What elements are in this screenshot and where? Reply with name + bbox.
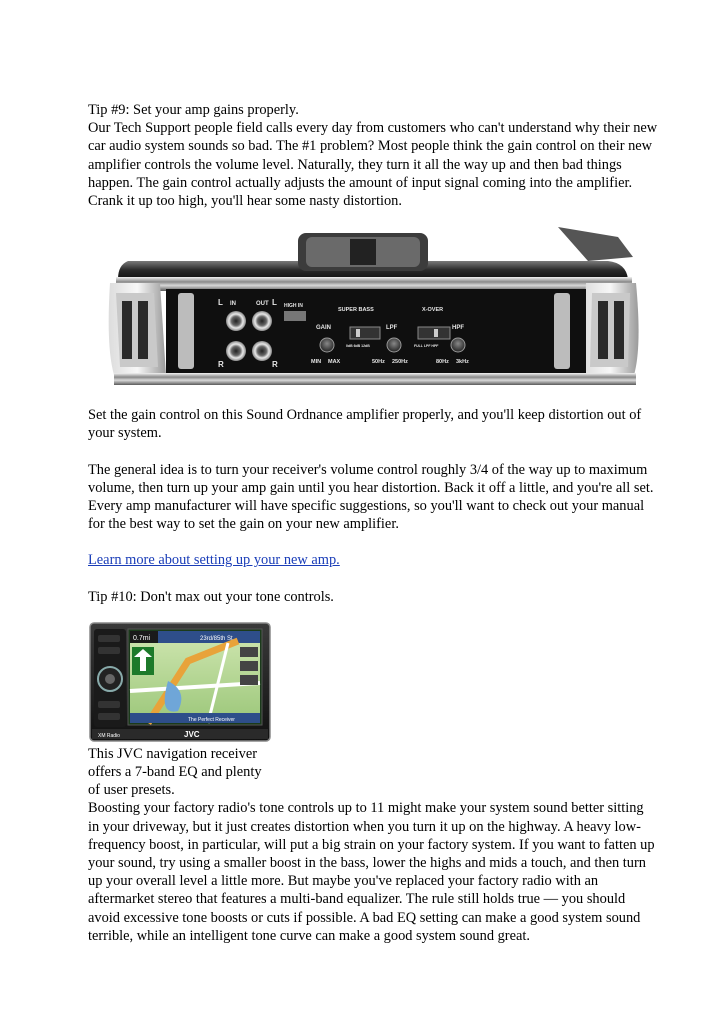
jvc-bottom-text: The Perfect Receiver xyxy=(188,716,235,723)
amp-label-50hz: 50Hz xyxy=(372,359,385,366)
amp-label-250hz: 250Hz xyxy=(392,359,408,366)
amp-caption: Set the gain control on this Sound Ordnance amplifier properly, and you'll keep distortion out of your system. xyxy=(88,407,642,442)
learn-more-paragraph xyxy=(88,551,658,569)
amp-label-in: IN xyxy=(230,301,236,308)
tip9-body: Our Tech Support people field calls every day from customers who can't understand why their new car audio system sounds so bad. The #1 problem? Most people think the gain control on their new amplifier controls the volume level. Naturally, they turn it all the way up and then bad things happen. The gain control actually adjusts the amount of input signal coming into the amplifier. Crank it up too high, you'll hear some nasty distortion. xyxy=(88,120,658,210)
amp-label-bass-steps: 0dB 6dB 12dB xyxy=(346,344,370,349)
amp-label-full-lpf-hpf: FULL LPF HPF xyxy=(414,344,439,349)
amp-label-left-out: L xyxy=(272,298,277,308)
amp-label-xover: X-OVER xyxy=(422,307,444,314)
jvc-receiver-image xyxy=(88,621,272,745)
tip10-title: Tip #10: Don't max out your tone controls. xyxy=(88,588,334,605)
amp-label-80hz: 80Hz xyxy=(436,359,449,366)
jvc-distance-label: 0.7mi xyxy=(133,634,151,642)
amp-label-hpf: HPF xyxy=(452,325,464,332)
amp-label-left-top: L xyxy=(218,298,223,308)
jvc-caption-line3: of user presets. xyxy=(88,782,175,799)
amp-label-3khz: 3kHz xyxy=(456,359,469,366)
jvc-caption-line1: This JVC navigation receiver xyxy=(88,745,258,762)
jvc-street-label: 23rd/85th St xyxy=(200,635,233,642)
amp-label-gain: GAIN xyxy=(316,325,331,332)
learn-more-link[interactable]: Learn more about setting up your new amp. xyxy=(88,552,340,569)
article xyxy=(88,101,658,945)
jvc-brand-logo: JVC xyxy=(184,729,200,739)
amp-label-super-bass: SUPER BASS xyxy=(338,307,374,314)
amp-label-min: MIN xyxy=(311,359,322,366)
amplifier-image xyxy=(88,227,658,389)
jvc-caption-line2: offers a 7-band EQ and plenty xyxy=(88,764,262,781)
amp-label-high-in: HIGH IN xyxy=(284,303,303,310)
amp-label-right-2: R xyxy=(272,360,278,370)
jvc-xm-logo: XM Radio xyxy=(98,732,120,739)
amp-label-out: OUT xyxy=(256,301,269,308)
closing-paragraph: Boosting your factory radio's tone controls up to 11 might make your system sound better sitting in your driveway, but it just creates distortion when you turn it up on the highway. A heavy low-frequency boost, in particular, will put a big strain on your factory system. If you want to fatten up your sound, try using a smaller boost in the bass, lower the highs and mids a touch, and then turn up your overall level a little more. But maybe you've replaced your factory radio with an aftermarket stereo that features a multi-band equalizer. The rule still holds true — you should avoid excessive tone boosts or cuts if possible. A bad EQ setting can make a good system sound terrible, while an intelligent tone curve can make a good system sound great. xyxy=(88,800,655,944)
amp-label-lpf: LPF xyxy=(386,325,398,332)
tip9-title: Tip #9: Set your amp gains properly. xyxy=(88,102,299,118)
amp-label-max: MAX xyxy=(328,359,341,366)
amp-label-right-1: R xyxy=(218,360,224,370)
general-idea-paragraph: The general idea is to turn your receiver's volume control roughly 3/4 of the way up to maximum volume, then turn up your amp gain until you hear distortion. Back it off a little, and you're all set. Every amp manufacturer will have specific suggestions, so you'll want to check out your manual for the best way to set the gain on your new amplifier. xyxy=(88,461,654,533)
